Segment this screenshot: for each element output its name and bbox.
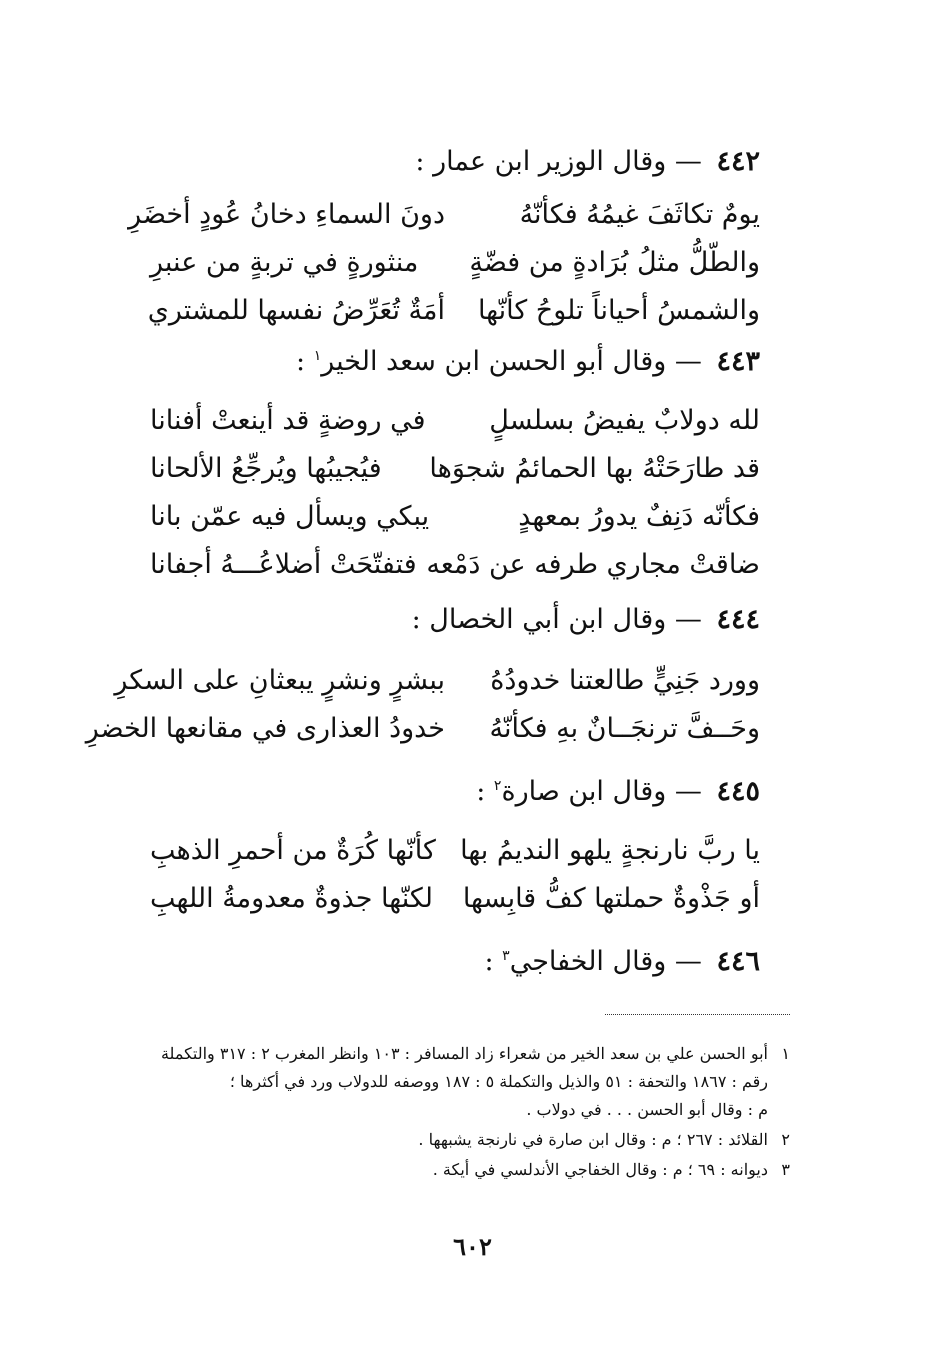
verse-second-hemistich: منثورةٍ في تربةٍ من عنبرِ xyxy=(150,246,419,278)
footnote-marker: ٣ xyxy=(502,948,510,964)
verse-first-hemistich: أو جَذْوةٌ حملتها كفُّ قابِسها xyxy=(462,882,760,914)
footnote-1 xyxy=(100,1040,790,1124)
page-number: ٦٠٢ xyxy=(453,1232,492,1261)
footnote-number: ٣ xyxy=(781,1160,790,1179)
section-heading-446 xyxy=(484,944,760,980)
heading-colon: : xyxy=(476,776,494,807)
verse-second-hemistich: في روضةٍ قد أينعتْ أفنانا xyxy=(150,404,426,436)
verse-second-hemistich: أمَةٌ تُعَرِّضُ نفسها للمشتري xyxy=(147,294,445,326)
footnote-line: م : وقال أبو الحسن . . . في دولاب . xyxy=(526,1100,768,1119)
verse-second-hemistich: يبكي ويسأل فيه عمّن بانا xyxy=(150,500,430,532)
footnote-line xyxy=(100,1156,790,1184)
poem-444 xyxy=(85,656,760,752)
section-heading-444 xyxy=(412,602,760,638)
poem-445 xyxy=(150,826,760,922)
section-heading-text: — وقال الوزير ابن عمار : xyxy=(415,146,702,177)
verse-second-hemistich: فيُجيبُها ويُرجِّعُ الألحانا xyxy=(150,452,382,484)
footnote-3 xyxy=(100,1156,790,1184)
verse-first-hemistich: قد طارَحَتْهُ بها الحمائمُ شجوَها xyxy=(429,452,760,484)
section-number: ٤٤٦ xyxy=(716,946,760,977)
section-number: ٤٤٢ xyxy=(716,146,760,177)
footnote-2 xyxy=(100,1126,790,1154)
footnote-divider xyxy=(605,1014,790,1015)
section-heading-text: — وقال ابن أبي الخصال : xyxy=(411,604,702,635)
footnote-line xyxy=(100,1040,790,1068)
verse-second-hemistich: دونَ السماءِ دخانُ عُودٍ أخضَرِ xyxy=(128,198,445,230)
verse-second-hemistich: ببشرٍ ونشرٍ يبعثانِ على السكرِ xyxy=(114,664,445,696)
verse-first-hemistich: ضاقتْ مجاري طرفه عن دَمْعه xyxy=(426,548,760,580)
footnotes xyxy=(100,1040,790,1186)
poem-442 xyxy=(128,190,760,334)
verse-second-hemistich: فتفتّحَتْ أضلاعُـــهُ أجفانا xyxy=(150,548,417,580)
verse-second-hemistich: خدودُ العذارى في مقانعها الخضرِ xyxy=(85,712,445,744)
verse-first-hemistich: يومٌ تكاثَفَ غيمُهُ فكأنّهُ xyxy=(519,198,760,230)
verse xyxy=(128,190,760,238)
verse xyxy=(147,286,760,334)
verse-second-hemistich: كأنّها كُرَةٌ من أحمرِ الذهبِ xyxy=(150,834,436,866)
footnote-marker: ١ xyxy=(313,348,322,364)
section-heading-443 xyxy=(296,344,760,380)
section-number: ٤٤٣ xyxy=(716,346,760,377)
section-number: ٤٤٥ xyxy=(716,776,760,807)
verse xyxy=(150,874,760,922)
verse-first-hemistich: لله دولابٌ يفيضُ بسلسلٍ xyxy=(489,404,760,436)
verse xyxy=(150,396,760,444)
footnote-text: ديوانه : ٦٩ ؛ م : وقال الخفاجي الأندلسي في أيكة . xyxy=(432,1160,768,1179)
verse-first-hemistich: يا ربَّ نارنجةٍ يلهو النديمُ بها xyxy=(460,834,760,866)
verse-first-hemistich: وورد جَنِيٍّ طالعتنا خدودُهُ xyxy=(490,664,760,696)
verse-second-hemistich: لكنّها جذوةٌ معدومةُ اللهبِ xyxy=(150,882,434,914)
heading-colon: : xyxy=(296,346,314,377)
footnote-line: رقم : ١٨٦٧ والتحفة : ٥١ والذيل والتكملة ٥ : ١٨٧ ووصفه للدولاب ورد في أكثرها ؛ xyxy=(229,1072,768,1091)
verse xyxy=(150,540,760,588)
verse-first-hemistich: والطّلُّ مثلُ بُرَادةٍ من فضّةٍ xyxy=(469,246,760,278)
footnote-text: أبو الحسن علي بن سعد الخير من شعراء زاد المسافر : ١٠٣ وانظر المغرب ٢ : ٣١٧ والتكملة xyxy=(160,1044,768,1063)
footnote-line xyxy=(100,1126,790,1154)
poem-443 xyxy=(150,396,760,588)
verse xyxy=(85,704,760,752)
heading-colon: : xyxy=(484,946,503,977)
verse xyxy=(150,492,760,540)
section-heading-445 xyxy=(476,774,760,810)
verse xyxy=(150,238,760,286)
verse-first-hemistich: والشمسُ أحياناً تلوحُ كأنّها xyxy=(477,294,760,326)
footnote-number: ٢ xyxy=(781,1130,790,1149)
footnote-number: ١ xyxy=(781,1044,790,1063)
verse-first-hemistich: فكأنّه دَنِفٌ يدورُ بمعهدٍ xyxy=(518,500,760,532)
verse xyxy=(114,656,760,704)
section-number: ٤٤٤ xyxy=(716,604,760,635)
section-heading-text: — وقال ابن صارة xyxy=(501,776,702,807)
verse xyxy=(150,826,760,874)
verse xyxy=(150,444,760,492)
footnote-marker: ٢ xyxy=(493,778,502,794)
section-heading-text: — وقال الخفاجي xyxy=(509,946,702,977)
verse-first-hemistich: وحَــفَّ ترنجَــانٌ بهِ فكأنّهُ xyxy=(489,712,760,744)
section-heading-text: — وقال أبو الحسن ابن سعد الخير xyxy=(321,346,702,377)
section-heading-442 xyxy=(415,144,760,180)
footnote-text: القلائد : ٢٦٧ ؛ م : وقال ابن صارة في نارنجة يشبهها . xyxy=(418,1130,768,1149)
